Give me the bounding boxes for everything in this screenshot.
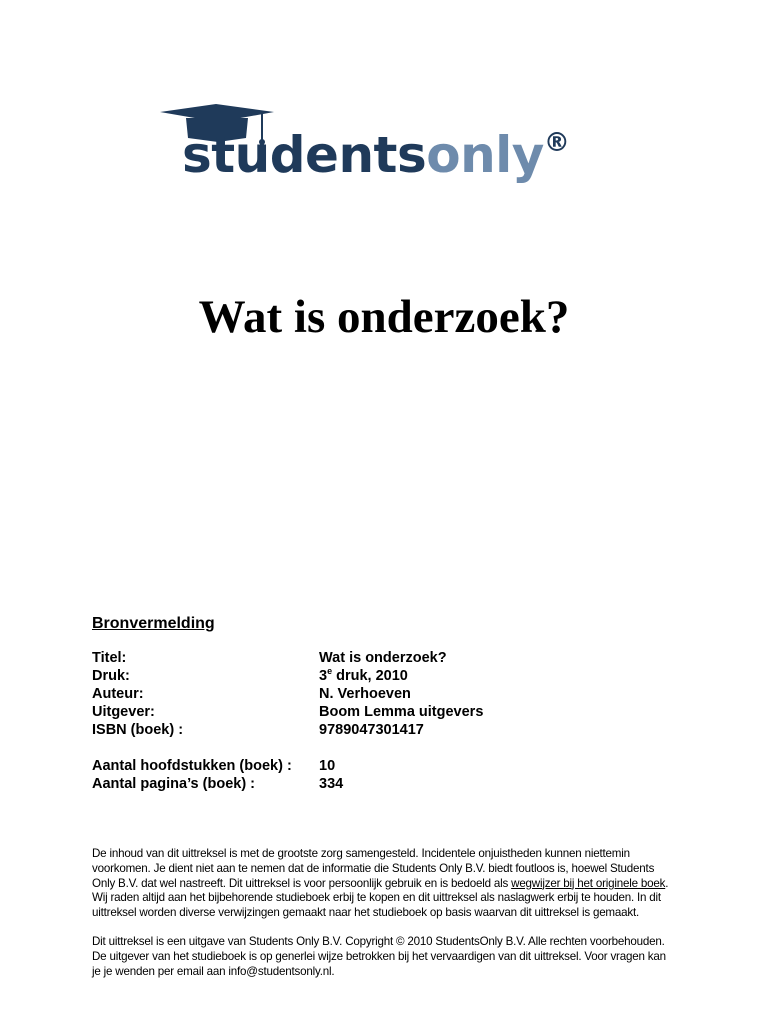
row-paginas [92, 776, 344, 792]
bronvermelding-heading: Bronvermelding [92, 615, 215, 632]
row-auteur [92, 686, 411, 702]
row-uitgever [92, 704, 484, 720]
row-label: Aantal hoofdstukken (boek) : [92, 758, 292, 774]
disclaimer-paragraph [92, 847, 677, 921]
row-label: Aantal pagina’s (boek) : [92, 776, 256, 792]
logo-wordmark [182, 126, 569, 184]
row-label: Druk: [92, 668, 130, 684]
logo-word-only: only [426, 126, 544, 184]
druk-superscript: e [327, 666, 333, 677]
row-hoofdstukken [92, 758, 336, 774]
logo-word-students: students [182, 126, 427, 184]
registered-mark: ® [543, 128, 570, 158]
druk-rest: druk, 2010 [332, 668, 408, 684]
row-value: N. Verhoeven [319, 686, 411, 702]
row-value [319, 668, 408, 684]
disclaimer-text-start: De inhoud van dit uittreksel is met de grootste zorg samengesteld. Incidentele onjuistheden kunnen niettemin voorkomen. Je dient niet aan te nemen dat de informatie die Students Only B.V. biedt foutloos is, hoewel Students Only B.V. dat wel nastreeft. Dit uittreksel is voor persoonlijk gebruik en is bedoeld als [92, 847, 655, 890]
document-title: Wat is onderzoek? [198, 291, 570, 343]
copyright-paragraph: Dit uittreksel is een uitgave van Students Only B.V. Copyright © 2010 StudentsOnly B.V. Alle rechten voorbehouden. De uitgever van het studieboek is op generlei wijze betrokken bij het vervaardigen van dit uittreksel. Voor vragen kan je je wenden per email aan info@studentsonly.nl. [92, 935, 666, 978]
row-label: Auteur: [92, 686, 144, 702]
row-value: 9789047301417 [319, 722, 424, 738]
row-value: 10 [319, 758, 336, 774]
wegwijzer-emphasis: wegwijzer bij het originele boek [511, 876, 666, 890]
row-label: Uitgever: [92, 704, 155, 720]
row-value: Wat is onderzoek? [319, 650, 447, 666]
row-isbn [92, 722, 424, 738]
row-titel [92, 650, 447, 666]
row-value: 334 [319, 776, 344, 792]
row-value: Boom Lemma uitgevers [319, 704, 484, 720]
studentsonly-logo [158, 100, 608, 210]
row-label: ISBN (boek) : [92, 722, 184, 738]
druk-number: 3 [319, 668, 328, 684]
row-druk [92, 666, 408, 684]
row-label: Titel: [92, 650, 127, 666]
disclaimer-text-end: . Wij raden altijd aan het bijbehorende studieboek erbij te kopen en dit uittreksel als naslagwerk erbij te houden. In dit uittreksel worden diverse verwijzingen gemaakt naar het studieboek op basis waarvan dit uittreksel is gemaakt. [92, 876, 669, 920]
